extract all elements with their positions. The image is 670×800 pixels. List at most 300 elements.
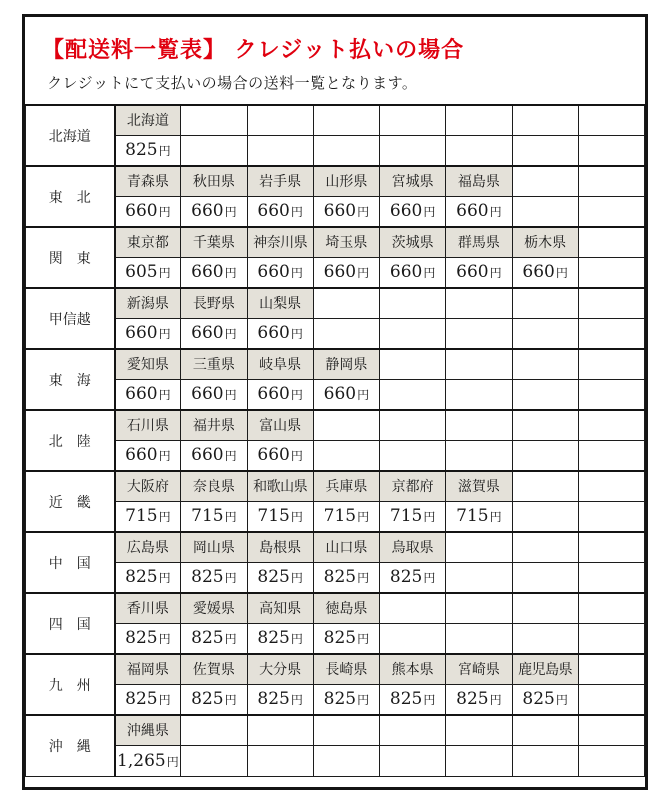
empty-cell [313, 105, 379, 135]
empty-cell [578, 196, 644, 227]
empty-cell [578, 715, 644, 745]
pref-price-cell [181, 562, 247, 593]
empty-cell [313, 410, 379, 440]
empty-cell [380, 410, 446, 440]
pref-name-cell: 愛知県 [115, 349, 181, 379]
empty-cell [313, 715, 379, 745]
pref-price-cell [115, 562, 181, 593]
pref-price-cell [446, 257, 512, 288]
price-value: 1,265 [117, 750, 166, 771]
pref-price-cell [247, 440, 313, 471]
empty-cell [446, 135, 512, 166]
price-value: 660 [257, 323, 290, 344]
empty-cell [446, 715, 512, 745]
pref-price-cell [181, 257, 247, 288]
region-cell: 四 国 [26, 593, 115, 654]
empty-cell [247, 135, 313, 166]
price-value: 825 [257, 689, 290, 710]
price-unit: 円 [224, 693, 237, 708]
empty-cell [578, 471, 644, 501]
price-value: 660 [323, 201, 357, 222]
empty-cell [181, 715, 247, 745]
pref-price-cell [247, 562, 313, 593]
empty-cell [512, 135, 578, 166]
price-unit: 円 [290, 205, 303, 220]
pref-price-cell [181, 684, 247, 715]
table-row [26, 349, 645, 379]
table-row [26, 196, 645, 227]
price-value: 660 [191, 323, 224, 344]
pref-name-cell: 東京都 [115, 227, 181, 257]
table-row [26, 379, 645, 410]
pref-price-cell [181, 623, 247, 654]
empty-cell [380, 349, 446, 379]
table-row [26, 532, 645, 562]
region-cell: 東 海 [26, 349, 115, 410]
price-value: 660 [257, 445, 290, 466]
empty-cell [578, 288, 644, 318]
price-unit: 円 [423, 693, 436, 708]
price-unit: 円 [423, 571, 436, 586]
empty-cell [578, 166, 644, 196]
price-value: 660 [191, 201, 224, 222]
price-value: 825 [125, 140, 158, 161]
price-value: 660 [191, 384, 224, 405]
page-title: 【配送料一覧表】 クレジット払いの場合 [42, 37, 465, 63]
empty-cell [512, 349, 578, 379]
pref-price-cell [115, 196, 181, 227]
price-unit: 円 [290, 632, 303, 647]
pref-name-cell: 兵庫県 [313, 471, 379, 501]
pref-name-cell: 熊本県 [380, 654, 446, 684]
pref-name-cell: 大分県 [247, 654, 313, 684]
pref-name-cell: 山梨県 [247, 288, 313, 318]
price-value: 715 [389, 506, 423, 527]
pref-name-cell: 秋田県 [181, 166, 247, 196]
price-value: 825 [323, 567, 357, 588]
pref-price-cell [115, 257, 181, 288]
price-value: 660 [456, 201, 489, 222]
empty-cell [446, 379, 512, 410]
price-value: 825 [522, 689, 555, 710]
price-value: 825 [456, 689, 489, 710]
price-unit: 円 [290, 388, 303, 403]
empty-cell [313, 440, 379, 471]
empty-cell [512, 715, 578, 745]
pref-price-cell [446, 501, 512, 532]
pref-price-cell [247, 318, 313, 349]
pref-price-cell [115, 318, 181, 349]
pref-price-cell [181, 318, 247, 349]
price-unit: 円 [290, 571, 303, 586]
pref-name-cell: 青森県 [115, 166, 181, 196]
price-value: 825 [125, 628, 158, 649]
table-row [26, 593, 645, 623]
pref-name-cell: 北海道 [115, 105, 181, 135]
price-unit: 円 [357, 388, 370, 403]
pref-name-cell: 三重県 [181, 349, 247, 379]
price-value: 825 [191, 567, 224, 588]
pref-price-cell [115, 745, 181, 776]
empty-cell [380, 440, 446, 471]
empty-cell [446, 532, 512, 562]
pref-price-cell [380, 684, 446, 715]
table-row [26, 501, 645, 532]
price-unit: 円 [158, 449, 171, 464]
pref-price-cell [247, 196, 313, 227]
empty-cell [512, 623, 578, 654]
shipping-fee-table [25, 104, 645, 777]
table-row [26, 288, 645, 318]
price-unit: 円 [423, 205, 436, 220]
price-value: 660 [257, 201, 290, 222]
pref-name-cell: 鹿児島県 [512, 654, 578, 684]
region-cell: 沖 縄 [26, 715, 115, 776]
price-value: 660 [389, 262, 423, 283]
pref-name-cell: 佐賀県 [181, 654, 247, 684]
pref-name-cell: 栃木県 [512, 227, 578, 257]
empty-cell [446, 410, 512, 440]
price-unit: 円 [290, 449, 303, 464]
empty-cell [446, 623, 512, 654]
pref-price-cell [313, 196, 379, 227]
empty-cell [578, 501, 644, 532]
region-cell: 関 東 [26, 227, 115, 288]
empty-cell [512, 471, 578, 501]
table-row [26, 440, 645, 471]
empty-cell [380, 105, 446, 135]
price-unit: 円 [158, 510, 171, 525]
table-row [26, 410, 645, 440]
pref-price-cell [313, 257, 379, 288]
table-row [26, 623, 645, 654]
price-unit: 円 [357, 510, 370, 525]
region-cell: 九 州 [26, 654, 115, 715]
empty-cell [512, 288, 578, 318]
empty-cell [446, 562, 512, 593]
price-unit: 円 [158, 205, 171, 220]
empty-cell [578, 684, 644, 715]
pref-price-cell [446, 684, 512, 715]
region-cell: 北 陸 [26, 410, 115, 471]
pref-price-cell [247, 684, 313, 715]
price-value: 660 [323, 262, 357, 283]
table-row [26, 318, 645, 349]
price-unit: 円 [290, 510, 303, 525]
pref-name-cell: 岩手県 [247, 166, 313, 196]
pref-price-cell [313, 684, 379, 715]
pref-name-cell: 群馬県 [446, 227, 512, 257]
empty-cell [578, 440, 644, 471]
pref-name-cell: 岐阜県 [247, 349, 313, 379]
pref-price-cell [313, 379, 379, 410]
empty-cell [578, 105, 644, 135]
empty-cell [512, 166, 578, 196]
region-cell: 北海道 [26, 105, 115, 166]
empty-cell [578, 623, 644, 654]
pref-price-cell [115, 501, 181, 532]
empty-cell [380, 715, 446, 745]
empty-cell [578, 227, 644, 257]
region-cell: 東 北 [26, 166, 115, 227]
price-unit: 円 [158, 388, 171, 403]
pref-price-cell [313, 501, 379, 532]
price-unit: 円 [166, 754, 179, 769]
table-row [26, 105, 645, 135]
price-value: 825 [323, 628, 357, 649]
empty-cell [380, 379, 446, 410]
price-unit: 円 [423, 266, 436, 281]
empty-cell [380, 593, 446, 623]
empty-cell [446, 745, 512, 776]
empty-cell [313, 288, 379, 318]
price-unit: 円 [158, 327, 171, 342]
title-block [25, 17, 645, 104]
price-unit: 円 [357, 693, 370, 708]
pref-price-cell [247, 501, 313, 532]
price-value: 825 [389, 689, 423, 710]
pref-price-cell [115, 440, 181, 471]
empty-cell [313, 135, 379, 166]
price-value: 825 [191, 628, 224, 649]
empty-cell [380, 135, 446, 166]
pref-name-cell: 高知県 [247, 593, 313, 623]
empty-cell [578, 318, 644, 349]
empty-cell [578, 532, 644, 562]
empty-cell [578, 257, 644, 288]
empty-cell [512, 501, 578, 532]
price-value: 660 [389, 201, 423, 222]
table-row [26, 654, 645, 684]
empty-cell [512, 593, 578, 623]
pref-price-cell [247, 257, 313, 288]
pref-name-cell: 沖縄県 [115, 715, 181, 745]
price-value: 715 [191, 506, 224, 527]
price-unit: 円 [158, 266, 171, 281]
empty-cell [247, 745, 313, 776]
price-value: 660 [125, 323, 158, 344]
table-row [26, 471, 645, 501]
empty-cell [512, 410, 578, 440]
price-unit: 円 [489, 266, 502, 281]
price-unit: 円 [224, 510, 237, 525]
price-value: 605 [125, 262, 158, 283]
empty-cell [512, 105, 578, 135]
empty-cell [313, 318, 379, 349]
empty-cell [512, 318, 578, 349]
table-row [26, 715, 645, 745]
empty-cell [446, 440, 512, 471]
pref-price-cell [380, 196, 446, 227]
price-value: 660 [456, 262, 489, 283]
price-value: 825 [191, 689, 224, 710]
price-value: 825 [257, 567, 290, 588]
price-unit: 円 [290, 693, 303, 708]
empty-cell [181, 745, 247, 776]
pref-name-cell: 千葉県 [181, 227, 247, 257]
price-unit: 円 [357, 205, 370, 220]
pref-name-cell: 宮崎県 [446, 654, 512, 684]
price-value: 660 [125, 445, 158, 466]
empty-cell [578, 410, 644, 440]
region-cell: 中 国 [26, 532, 115, 593]
price-unit: 円 [224, 388, 237, 403]
price-value: 660 [257, 262, 290, 283]
pref-name-cell: 広島県 [115, 532, 181, 562]
empty-cell [578, 379, 644, 410]
price-value: 660 [323, 384, 357, 405]
empty-cell [578, 745, 644, 776]
empty-cell [446, 105, 512, 135]
empty-cell [512, 440, 578, 471]
pref-name-cell: 奈良県 [181, 471, 247, 501]
empty-cell [313, 745, 379, 776]
price-unit: 円 [158, 693, 171, 708]
pref-price-cell [181, 501, 247, 532]
empty-cell [578, 562, 644, 593]
pref-name-cell: 香川県 [115, 593, 181, 623]
price-value: 715 [456, 506, 489, 527]
price-value: 660 [257, 384, 290, 405]
price-value: 825 [125, 689, 158, 710]
price-value: 715 [323, 506, 357, 527]
empty-cell [446, 593, 512, 623]
price-value: 715 [125, 506, 158, 527]
pref-price-cell [313, 623, 379, 654]
pref-name-cell: 福島県 [446, 166, 512, 196]
table-row [26, 227, 645, 257]
pref-price-cell [512, 684, 578, 715]
price-unit: 円 [489, 205, 502, 220]
price-value: 660 [125, 384, 158, 405]
price-unit: 円 [489, 693, 502, 708]
pref-name-cell: 福井県 [181, 410, 247, 440]
pref-name-cell: 愛媛県 [181, 593, 247, 623]
price-value: 660 [191, 262, 224, 283]
pref-name-cell: 石川県 [115, 410, 181, 440]
empty-cell [380, 745, 446, 776]
price-unit: 円 [224, 632, 237, 647]
pref-name-cell: 福岡県 [115, 654, 181, 684]
pref-price-cell [115, 623, 181, 654]
table-row [26, 257, 645, 288]
price-value: 825 [323, 689, 357, 710]
empty-cell [181, 105, 247, 135]
pref-name-cell: 山口県 [313, 532, 379, 562]
pref-price-cell [380, 501, 446, 532]
price-unit: 円 [357, 632, 370, 647]
table-row [26, 135, 645, 166]
pref-price-cell [247, 623, 313, 654]
price-unit: 円 [423, 510, 436, 525]
pref-price-cell [380, 257, 446, 288]
pref-price-cell [181, 440, 247, 471]
price-unit: 円 [158, 144, 171, 159]
table-body [26, 105, 645, 776]
price-unit: 円 [224, 449, 237, 464]
empty-cell [578, 135, 644, 166]
pref-price-cell [115, 135, 181, 166]
empty-cell [578, 654, 644, 684]
pref-name-cell: 和歌山県 [247, 471, 313, 501]
empty-cell [512, 562, 578, 593]
pref-name-cell: 京都府 [380, 471, 446, 501]
pref-name-cell: 埼玉県 [313, 227, 379, 257]
price-unit: 円 [224, 266, 237, 281]
empty-cell [512, 379, 578, 410]
pref-price-cell [181, 379, 247, 410]
empty-cell [446, 349, 512, 379]
table-row [26, 745, 645, 776]
empty-cell [247, 715, 313, 745]
pref-name-cell: 島根県 [247, 532, 313, 562]
price-unit: 円 [158, 571, 171, 586]
table-row [26, 684, 645, 715]
table-row [26, 562, 645, 593]
price-unit: 円 [555, 266, 568, 281]
price-unit: 円 [224, 205, 237, 220]
price-value: 715 [257, 506, 290, 527]
pref-price-cell [512, 257, 578, 288]
pref-name-cell: 大阪府 [115, 471, 181, 501]
empty-cell [380, 288, 446, 318]
pref-price-cell [446, 196, 512, 227]
empty-cell [181, 135, 247, 166]
price-unit: 円 [290, 327, 303, 342]
empty-cell [578, 349, 644, 379]
empty-cell [446, 288, 512, 318]
empty-cell [578, 593, 644, 623]
pref-name-cell: 神奈川県 [247, 227, 313, 257]
page-subtitle: クレジットにて支払いの場合の送料一覧となります。 [47, 74, 418, 92]
pref-price-cell [115, 379, 181, 410]
price-unit: 円 [224, 327, 237, 342]
empty-cell [446, 318, 512, 349]
pref-name-cell: 山形県 [313, 166, 379, 196]
pref-name-cell: 滋賀県 [446, 471, 512, 501]
pref-name-cell: 鳥取県 [380, 532, 446, 562]
region-cell: 近 畿 [26, 471, 115, 532]
empty-cell [380, 318, 446, 349]
price-unit: 円 [489, 510, 502, 525]
pref-name-cell: 茨城県 [380, 227, 446, 257]
pref-price-cell [181, 196, 247, 227]
pref-name-cell: 長野県 [181, 288, 247, 318]
price-unit: 円 [224, 571, 237, 586]
price-unit: 円 [357, 571, 370, 586]
pref-price-cell [313, 562, 379, 593]
empty-cell [512, 745, 578, 776]
pref-name-cell: 岡山県 [181, 532, 247, 562]
pref-name-cell: 新潟県 [115, 288, 181, 318]
price-value: 825 [257, 628, 290, 649]
pref-price-cell [115, 684, 181, 715]
region-cell: 甲信越 [26, 288, 115, 349]
price-value: 660 [125, 201, 158, 222]
pref-name-cell: 長崎県 [313, 654, 379, 684]
table-row [26, 166, 645, 196]
pref-price-cell [380, 562, 446, 593]
price-value: 660 [191, 445, 224, 466]
price-unit: 円 [290, 266, 303, 281]
pref-name-cell: 徳島県 [313, 593, 379, 623]
empty-cell [512, 196, 578, 227]
price-unit: 円 [158, 632, 171, 647]
empty-cell [380, 623, 446, 654]
price-value: 825 [125, 567, 158, 588]
shipping-fee-panel [22, 14, 648, 790]
price-value: 825 [389, 567, 423, 588]
